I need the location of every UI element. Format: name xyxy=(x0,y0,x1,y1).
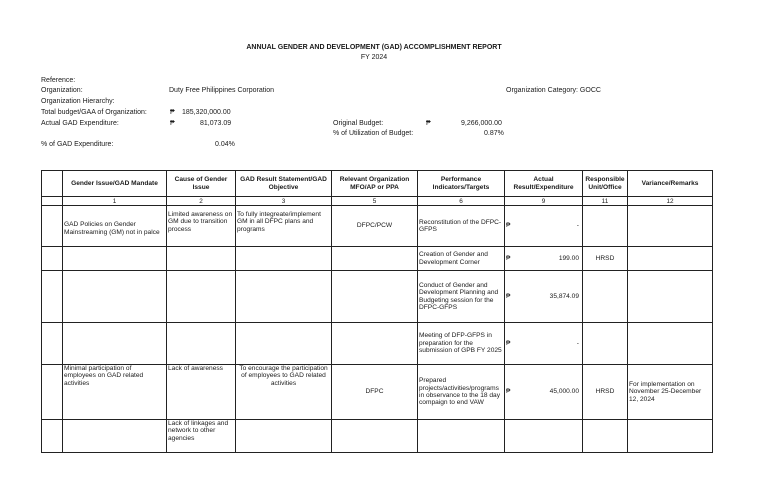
total-budget-label: Total budget/GAA of Organization: xyxy=(41,109,147,116)
header-indicators: Performance Indicators/Targets xyxy=(418,171,505,197)
organization-label: Organization: xyxy=(41,87,83,94)
actual-gad-value: 81,073.09 xyxy=(200,120,232,127)
utilization-label: % of Utilization of Budget: xyxy=(333,130,414,137)
cause-cell: Lack of linkages and network to other agencies xyxy=(167,420,236,453)
objective-cell xyxy=(236,420,332,453)
blank-cell xyxy=(42,206,63,247)
objective-cell xyxy=(236,271,332,323)
hierarchy-label: Organization Hierarchy: xyxy=(41,98,115,105)
column-number: 9 xyxy=(505,197,583,206)
indicator-cell: Prepared projects/activities/programs in observance to the 18 day compaign to end VAW xyxy=(418,365,505,420)
blank-number xyxy=(42,197,63,206)
cause-cell: Limited awareness on GM due to transition process xyxy=(167,206,236,247)
remarks-cell xyxy=(628,247,713,271)
header-actual: Actual Result/Expenditure xyxy=(505,171,583,197)
table-row xyxy=(42,365,713,420)
blank-header xyxy=(42,171,63,197)
currency-sign: ₱ xyxy=(506,222,511,230)
fiscal-year: FY 2024 xyxy=(360,54,388,61)
pct-gad-value: 0.04% xyxy=(215,141,235,148)
utilization-value: 0.87% xyxy=(484,130,504,137)
amount: - xyxy=(576,222,579,230)
objective-cell: To fully integreate/implement GM in all DFPC plans and programs xyxy=(236,206,332,247)
currency-sign: ₱ xyxy=(506,254,511,262)
unit-cell xyxy=(583,271,628,323)
unit-cell: HRSD xyxy=(583,365,628,420)
gender-issue-cell: GAD Policies on Gender Mainstreaming (GM) not in palce xyxy=(63,206,167,247)
gad-report-table xyxy=(41,170,713,453)
amount: 35,874.09 xyxy=(549,292,579,300)
header-objective: GAD Result Statement/GAD Objective xyxy=(236,171,332,197)
amount: - xyxy=(576,339,579,347)
mfo-cell xyxy=(332,271,418,323)
blank-cell xyxy=(42,247,63,271)
objective-cell xyxy=(236,323,332,365)
header-mfo: Relevant Organization MFO/AP or PPA xyxy=(332,171,418,197)
original-budget-value: 9,266,000.00 xyxy=(461,120,502,127)
gender-issue-cell xyxy=(63,247,167,271)
cause-cell: Lack of awareness xyxy=(167,365,236,420)
actual-cell xyxy=(505,365,583,420)
indicator-cell: Meeting of DFP-GFPS in preparation for the submission of GPB FY 2025 xyxy=(418,323,505,365)
actual-cell xyxy=(505,323,583,365)
mfo-cell: DFPC xyxy=(332,365,418,420)
amount: 45,000.00 xyxy=(549,388,579,396)
gender-issue-cell xyxy=(63,323,167,365)
remarks-cell xyxy=(628,420,713,453)
reference-label: Reference: xyxy=(41,77,76,84)
currency-sign: ₱ xyxy=(506,388,511,396)
table-row xyxy=(42,323,713,365)
blank-cell xyxy=(42,420,63,453)
column-number: 1 xyxy=(63,197,167,206)
column-number: 6 xyxy=(418,197,505,206)
header-gender-issue: Gender Issue/GAD Mandate xyxy=(63,171,167,197)
currency-sign: ₱ xyxy=(506,339,511,347)
header-row xyxy=(42,171,713,197)
actual-cell xyxy=(505,247,583,271)
indicator-cell: Reconstitution of the DFPC-GFPS xyxy=(418,206,505,247)
column-number: 12 xyxy=(628,197,713,206)
total-budget-currency: ₱ xyxy=(170,109,175,116)
blank-cell xyxy=(42,365,63,420)
table-row xyxy=(42,247,713,271)
indicator-cell: Conduct of Gender and Development Planning and Budgeting session for the DFPC-GFPS xyxy=(418,271,505,323)
header-cause: Cause of Gender Issue xyxy=(167,171,236,197)
amount: 199.00 xyxy=(558,254,579,262)
indicator-cell xyxy=(418,420,505,453)
gender-issue-cell: Minimal participation of employees on GAD related activities xyxy=(63,365,167,420)
unit-cell xyxy=(583,420,628,453)
unit-cell: HRSD xyxy=(583,247,628,271)
indicator-cell: Creation of Gender and Development Corner xyxy=(418,247,505,271)
remarks-cell: For implementation on November 25-December 12, 2024 xyxy=(628,365,713,420)
column-number: 3 xyxy=(236,197,332,206)
organization-value: Duty Free Philippines Corporation xyxy=(169,87,275,94)
table-row xyxy=(42,271,713,323)
column-number: 11 xyxy=(583,197,628,206)
cause-cell xyxy=(167,323,236,365)
table-row xyxy=(42,206,713,247)
column-number-row xyxy=(42,197,713,206)
blank-cell xyxy=(42,323,63,365)
currency-sign: ₱ xyxy=(506,292,511,300)
gender-issue-cell xyxy=(63,420,167,453)
actual-cell xyxy=(505,271,583,323)
header-remarks: Variance/Remarks xyxy=(628,171,713,197)
pct-gad-label: % of GAD Expenditure: xyxy=(41,141,114,148)
mfo-cell xyxy=(332,420,418,453)
original-budget-label: Original Budget: xyxy=(333,120,384,127)
remarks-cell xyxy=(628,271,713,323)
mfo-cell: DFPC/PCW xyxy=(332,206,418,247)
cause-cell xyxy=(167,271,236,323)
actual-cell xyxy=(505,420,583,453)
table-row xyxy=(42,420,713,453)
actual-gad-label: Actual GAD Expenditure: xyxy=(41,120,119,127)
column-number: 2 xyxy=(167,197,236,206)
mfo-cell xyxy=(332,247,418,271)
gender-issue-cell xyxy=(63,271,167,323)
actual-gad-currency: ₱ xyxy=(170,120,175,127)
column-number: 5 xyxy=(332,197,418,206)
report-title: ANNUAL GENDER AND DEVELOPMENT (GAD) ACCOMPLISHMENT REPORT xyxy=(246,44,502,51)
remarks-cell xyxy=(628,323,713,365)
blank-cell xyxy=(42,271,63,323)
cause-cell xyxy=(167,247,236,271)
unit-cell xyxy=(583,323,628,365)
objective-cell: To encourage the participation of employees to GAD related activities xyxy=(236,365,332,420)
header-unit: Responsible Unit/Office xyxy=(583,171,628,197)
organization-category: Organization Category: GOCC xyxy=(506,87,601,94)
original-budget-currency: ₱ xyxy=(426,120,431,127)
remarks-cell xyxy=(628,206,713,247)
objective-cell xyxy=(236,247,332,271)
unit-cell xyxy=(583,206,628,247)
actual-cell xyxy=(505,206,583,247)
total-budget-value: 185,320,000.00 xyxy=(182,109,231,116)
mfo-cell xyxy=(332,323,418,365)
